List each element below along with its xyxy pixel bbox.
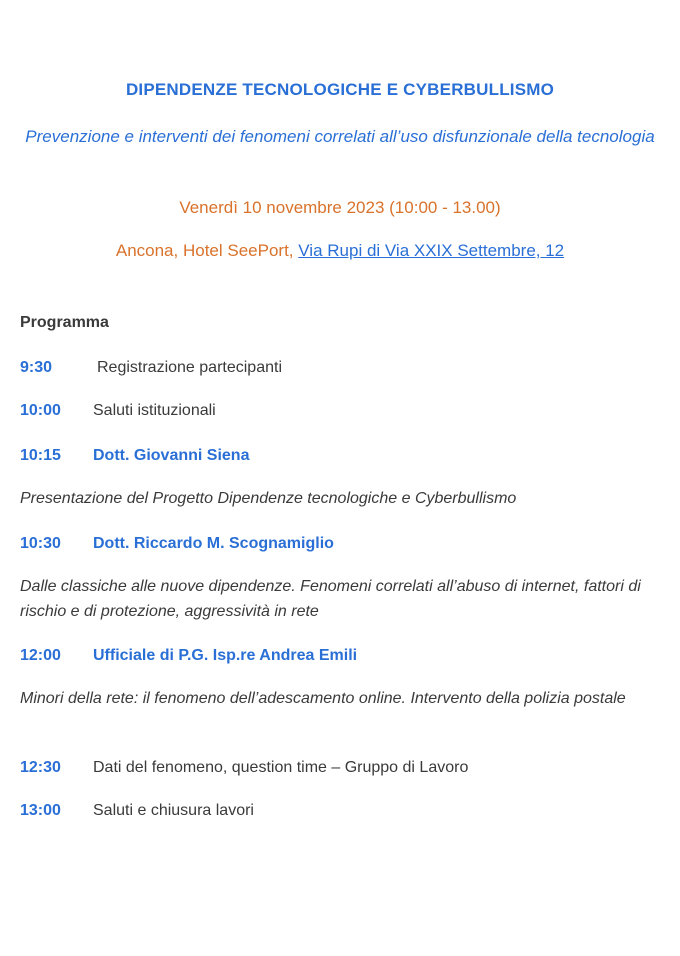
program-speaker: Ufficiale di P.G. Isp.re Andrea Emili bbox=[93, 647, 358, 664]
program-speaker: Dott. Giovanni Siena bbox=[93, 447, 250, 464]
program-time: 10:00 bbox=[20, 402, 61, 419]
program-description: Presentazione del Progetto Dipendenze tecnologiche e Cyberbullismo bbox=[20, 490, 517, 507]
program-description: Minori della rete: il fenomeno dell’adescamento online. Intervento della polizia postale bbox=[20, 690, 626, 707]
program-time: 10:30 bbox=[20, 535, 61, 552]
program-time: 13:00 bbox=[20, 802, 61, 819]
event-date: Venerdì 10 novembre 2023 (10:00 - 13.00) bbox=[179, 198, 501, 217]
program-text: Saluti e chiusura lavori bbox=[93, 802, 254, 819]
program-speaker: Dott. Riccardo M. Scognamiglio bbox=[93, 535, 334, 552]
event-venue bbox=[0, 241, 680, 261]
program-text: Registrazione partecipanti bbox=[97, 359, 282, 376]
page-title: DIPENDENZE TECNOLOGICHE E CYBERBULLISMO bbox=[125, 80, 555, 99]
venue-name: Ancona, Hotel SeePort, bbox=[115, 241, 294, 260]
program-time: 10:15 bbox=[20, 447, 61, 464]
program-text: Dati del fenomeno, question time – Gruppo di Lavoro bbox=[93, 759, 469, 776]
program-time: 12:30 bbox=[20, 759, 61, 776]
program-heading: Programma bbox=[20, 314, 109, 331]
program-time: 12:00 bbox=[20, 647, 61, 664]
page-subtitle: Prevenzione e interventi dei fenomeni correlati all’uso disfunzionale della tecnologia bbox=[25, 127, 655, 146]
program-time: 9:30 bbox=[20, 359, 53, 376]
venue-address-link[interactable]: Via Rupi di Via XXIX Settembre, 12 bbox=[298, 241, 565, 260]
program-description: Dalle classiche alle nuove dipendenze. Fenomeni correlati all’abuso di internet, fattori di rischio e di protezione, aggressività in rete bbox=[20, 578, 641, 620]
program-text: Saluti istituzionali bbox=[93, 402, 216, 419]
